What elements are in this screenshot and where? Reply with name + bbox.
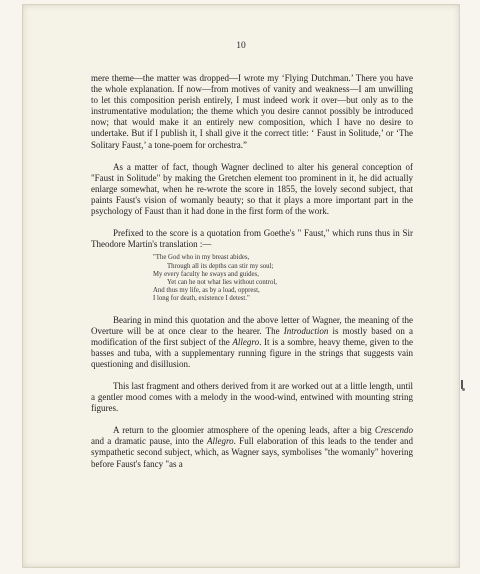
italic-term-allegro: Allegro [232,336,260,347]
paragraph-gentler-mood: This last fragment and others derived from it are worked out at a little length, until a gentler mood comes with a melody in the wood-wind, entwined with mounting string figures. [91,381,413,414]
verse-line: Through all its depths can stir my soul; [167,262,274,270]
paragraph-overture-meaning [91,315,413,370]
italic-term-allegro: Allegro [206,436,234,447]
book-page [22,4,460,568]
verse-line: I long for death, existence I detest." [153,295,250,303]
paragraph-second-subject [91,425,413,469]
paragraph-letter-end: mere theme—the matter was dropped—I wrote my ‘Flying Dutchman.’ There you have the whole explanation. If now—from motives of vanity and weakness—I am unwilling to let this composition perish entirely, I must indeed work it over—but only as to the instrumentative modulation; the theme which you desire cannot possibly be introduced now; that would make it an entirely new composition, which I have no desire to undertake. But if I publish it, I shall give it the correct title: ‘ Faust in Solitude,’ or ‘The Solitary Faust,’ a tone-poem for orchestra.” [91,73,413,150]
verse-line: Yet can he not what lies without control, [167,278,277,286]
italic-term-crescendo: Crescendo [374,425,413,436]
verse-line: "The God who in my breast abides, [153,254,250,262]
verse-line: And thus my life, as by a load, opprest, [153,287,260,295]
page-number: 10 [236,41,246,51]
text-run: . It is a sombre, heavy theme, given to the basses and tuba, with a supplementary running figure in the strings that suggests vain questioning and disillusion. [91,336,413,369]
text-run: and a dramatic pause, into the [91,436,207,447]
italic-term-introduction: Introduction [283,325,329,336]
text-run: Bearing in mind this quotation and the above letter of Wagner, the meaning of the Overture will be at once clear to the hearer. The [91,314,413,336]
margin-dot [462,388,465,391]
text-run: . Full elaboration of this leads to the tender and sympathetic second subject, which, as Wagner says, symbolises "the womanly" hovering before Faust's fancy "as a [91,436,413,469]
paragraph-faust-in-solitude: As a matter of fact, though Wagner declined to alter his general conception of "Faust in Solitude" by making the Gretchen element too prominent in it, he did actually enlarge somewhat, when he re-wrote the score in 1855, the lovely second subject, that paints Faust's vision of womanly beauty; so that it plays a more important part in the psychology of Faust than it had done in the first form of the work. [91,161,413,217]
text-run: is mostly based on a modification of the first subject of the [91,325,413,347]
verse-line: My every faculty he sways and guides, [153,270,259,278]
paragraph-goethe-quotation-intro: Prefixed to the score is a quotation from Goethe's " Faust," which runs thus in Sir Theodore Martin's translation :— [91,228,413,250]
goethe-verse-quote [153,254,413,303]
page-body [91,73,413,470]
text-run: A return to the gloomier atmosphere of the opening leads, after a big [113,425,375,436]
